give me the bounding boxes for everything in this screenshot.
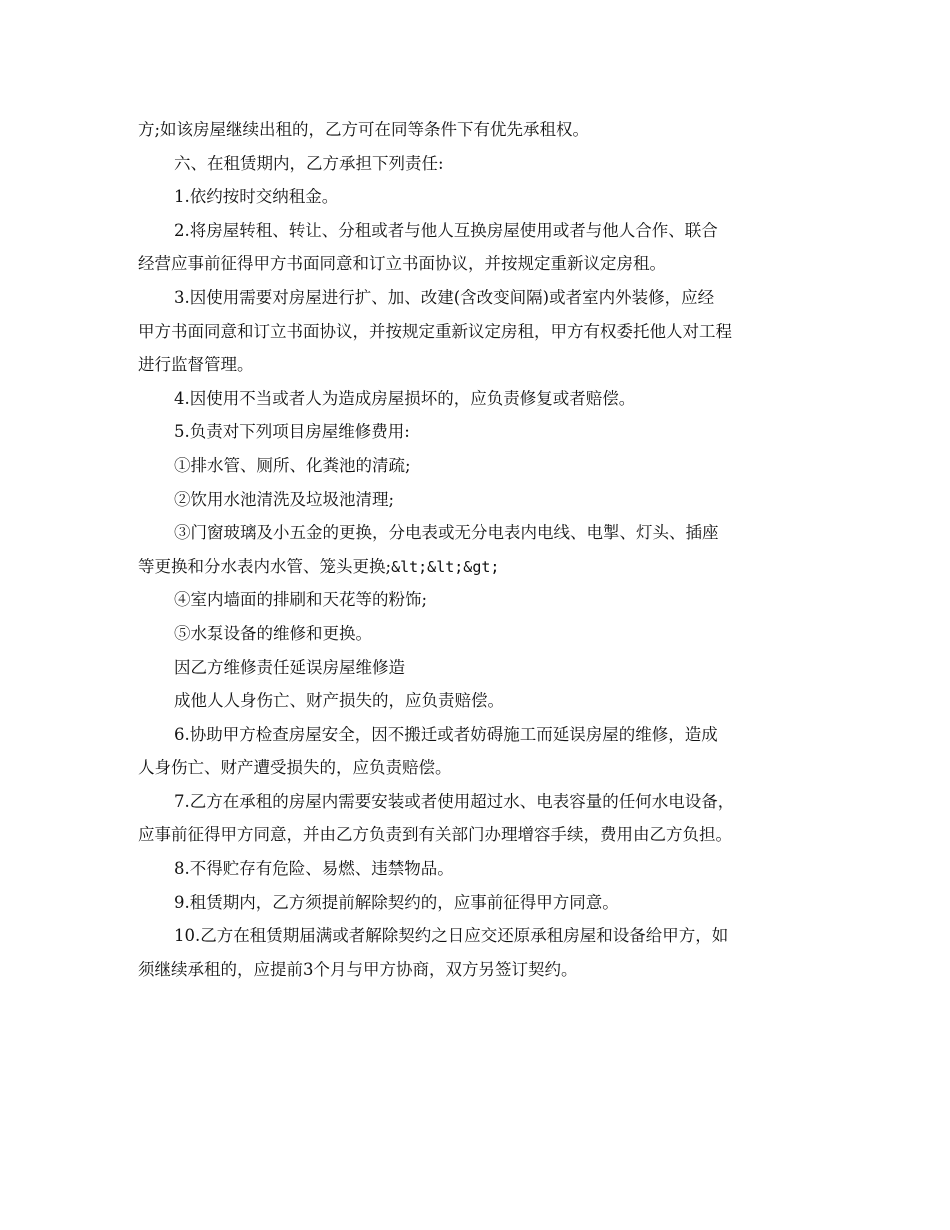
clause-item-3: 3.因使用需要对房屋进行扩、加、改建(含改变间隔)或者室内外装修，应经 xyxy=(174,287,715,307)
text-line: 甲方书面同意和订立书面协议，并按规定重新议定房租，甲方有权委托他人对工程 xyxy=(138,321,732,341)
text-segment: 等更换和分水表内水管、笼头更换; xyxy=(138,556,392,576)
text-line: 进行监督管理。 xyxy=(138,355,254,375)
clause-item-7: 7.乙方在承租的房屋内需要安装或者使用超过水、电表容量的任何水电设备， xyxy=(174,791,735,811)
escaped-markup-text: &lt;&lt;&gt; xyxy=(391,557,500,576)
text-line: 因乙方维修责任延误房屋维修造 xyxy=(174,657,405,677)
clause-item-4: 4.因使用不当或者人为造成房屋损坏的，应负责修复或者赔偿。 xyxy=(174,388,636,408)
clause-item-1: 1.依约按时交纳租金。 xyxy=(174,187,339,207)
text-line xyxy=(138,550,818,584)
clause-item-5: 5.负责对下列项目房屋维修费用: xyxy=(174,422,410,442)
clause-item-6: 6.协助甲方检查房屋安全，因不搬迁或者妨碍施工而延误房屋的维修，造成 xyxy=(174,724,718,744)
text-line: 方;如该房屋继续出租的，乙方可在同等条件下有优先承租权。 xyxy=(138,120,590,139)
text-line: 成他人人身伤亡、财产损失的，应负责赔偿。 xyxy=(174,691,504,711)
sub-item-3: ③门窗玻璃及小五金的更换，分电表或无分电表内电线、电掣、灯头、插座 xyxy=(174,523,719,543)
text-line: 须继续承租的，应提前3个月与甲方协商，双方另签订契约。 xyxy=(138,959,578,979)
clause-item-2: 2.将房屋转租、转让、分租或者与他人互换房屋使用或者与他人合作、联合 xyxy=(174,220,718,240)
sub-item-5: ⑤水泵设备的维修和更换。 xyxy=(174,623,372,643)
text-line: 应事前征得甲方同意，并由乙方负责到有关部门办理增容手续，费用由乙方负担。 xyxy=(138,825,732,845)
text-line: 经营应事前征得甲方书面同意和订立书面协议，并按规定重新议定房租。 xyxy=(138,254,666,274)
section-heading: 六、在租赁期内，乙方承担下列责任: xyxy=(174,153,444,173)
sub-item-1: ①排水管、厕所、化粪池的清疏; xyxy=(174,455,411,475)
clause-item-10: 10.乙方在租赁期届满或者解除契约之日应交还原承租房屋和设备给甲方，如 xyxy=(174,926,729,946)
clause-item-9: 9.租赁期内，乙方须提前解除契约的，应事前征得甲方同意。 xyxy=(174,892,619,912)
text-line: 人身伤亡、财产遭受损失的，应负责赔偿。 xyxy=(138,758,452,778)
document-body xyxy=(138,113,818,986)
sub-item-4: ④室内墙面的排刷和天花等的粉饰; xyxy=(174,590,428,610)
clause-item-8: 8.不得贮存有危险、易燃、违禁物品。 xyxy=(174,859,454,879)
sub-item-2: ②饮用水池清洗及垃圾池清理; xyxy=(174,489,395,509)
